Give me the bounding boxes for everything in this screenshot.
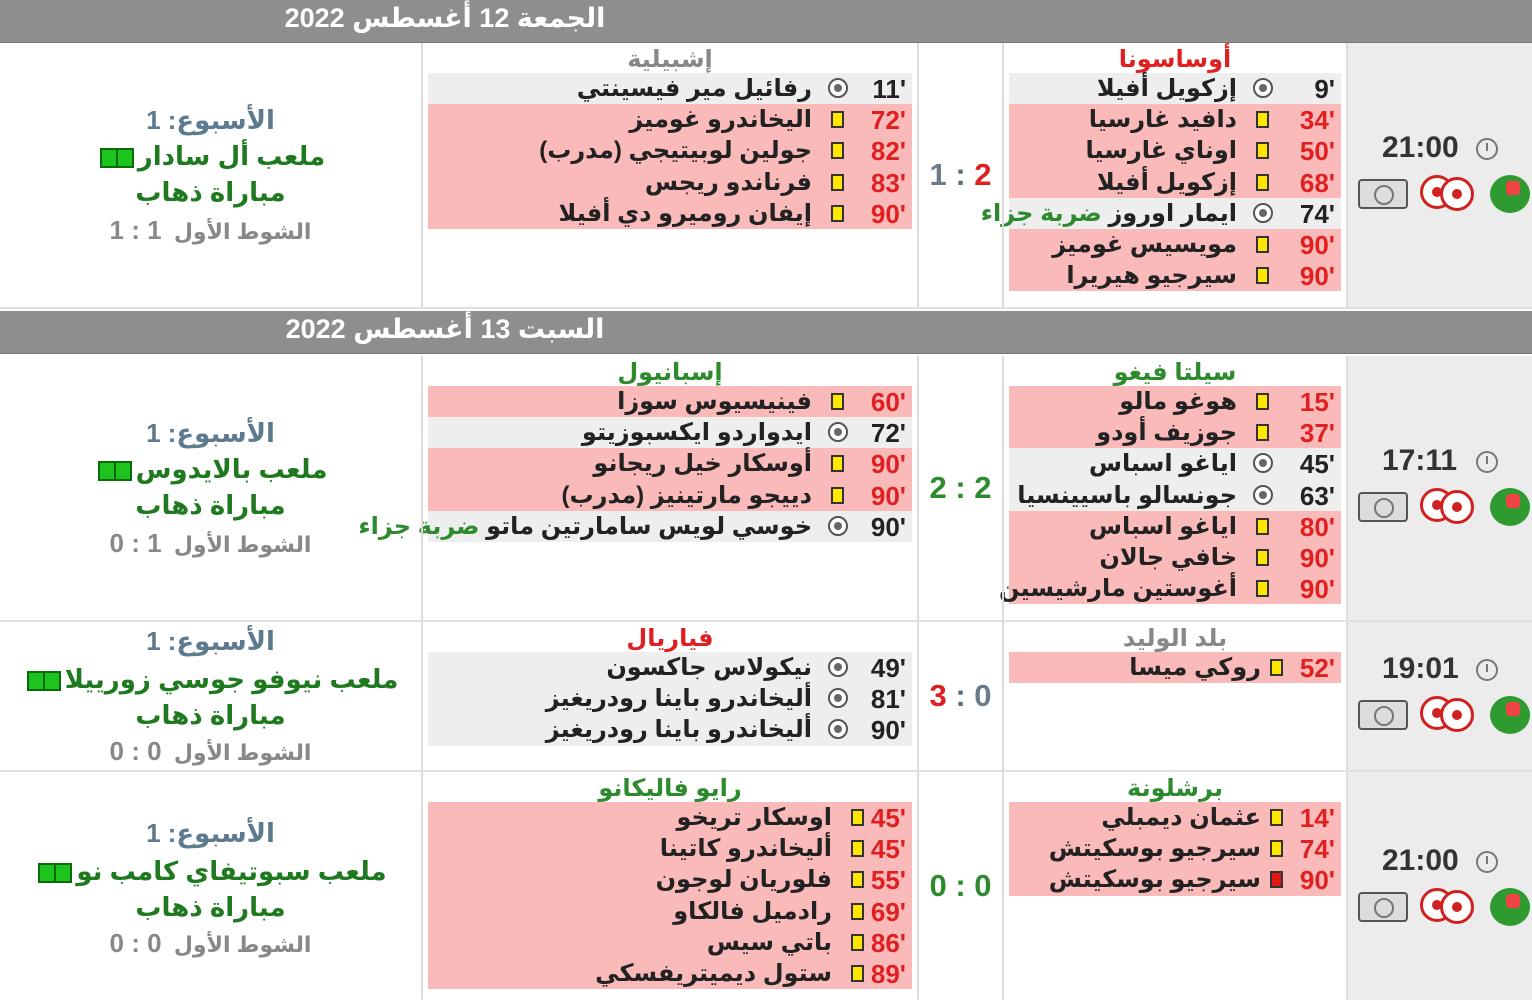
leg-label: مباراة ذهاب xyxy=(135,177,286,207)
event-row: 81' أليخاندرو باينا رودريغيز xyxy=(428,683,912,714)
home-team-column xyxy=(1004,772,1348,1000)
home-team-name[interactable]: أوساسونا xyxy=(1118,46,1232,73)
event-row: 45' أليخاندرو كاتينا xyxy=(428,833,912,864)
away-team-column xyxy=(423,622,919,770)
yellow-card-icon xyxy=(851,903,864,920)
match-info-column xyxy=(0,43,423,307)
event-row: 74' ايمار اوروز ضربة جزاء xyxy=(1009,198,1341,229)
goal-icon xyxy=(828,516,848,536)
match-score: 0 : 0 xyxy=(929,868,992,903)
goal-icon xyxy=(1253,203,1273,223)
match-time: 21:00 xyxy=(1382,131,1459,164)
goal-icon xyxy=(828,657,848,677)
away-team-column xyxy=(423,772,919,1000)
yellow-card-icon xyxy=(851,965,864,982)
event-row: 15' هوغو مالو xyxy=(1009,386,1341,417)
yellow-card-icon xyxy=(1256,174,1269,191)
match-balls-icon[interactable] xyxy=(1420,173,1478,213)
event-row: 90' أليخاندرو باينا رودريغيز xyxy=(428,714,912,745)
leg-label: مباراة ذهاب xyxy=(135,490,286,520)
home-team-column xyxy=(998,356,1348,620)
away-team-name[interactable]: إسبانيول xyxy=(617,359,723,386)
yellow-card-icon xyxy=(831,205,844,222)
yellow-card-icon xyxy=(851,840,864,857)
yellow-card-icon xyxy=(831,142,844,159)
goal-icon xyxy=(1253,485,1273,505)
week-label: الأسبوع: 1 xyxy=(146,105,275,135)
event-row: 90' إيفان روميرو دي أفيلا xyxy=(428,198,912,229)
match-row[interactable] xyxy=(0,622,1532,772)
leg-label: مباراة ذهاب xyxy=(135,892,286,922)
score-cell[interactable] xyxy=(919,772,1004,1000)
event-row: 72' اليخاندرو غوميز xyxy=(428,104,912,135)
penalty-note: ضربة جزاء xyxy=(980,199,1102,227)
event-row: 82' جولين لوبيتيجي (مدرب) xyxy=(428,135,912,166)
yellow-card-icon xyxy=(831,111,844,128)
yellow-card-icon xyxy=(851,809,864,826)
match-time-cell xyxy=(1348,772,1532,1000)
event-row: 89' ستول ديميتريفسكي xyxy=(428,958,912,989)
event-row: 90' مويسيس غوميز xyxy=(1009,229,1341,260)
match-row[interactable] xyxy=(0,43,1532,309)
tv-icon[interactable] xyxy=(1358,492,1408,522)
match-time-cell xyxy=(1348,622,1532,770)
home-team-name[interactable]: بلد الوليد xyxy=(1122,625,1228,652)
half-time-info: الشوط الأول 1 : 0 xyxy=(109,528,312,558)
away-team-column xyxy=(423,43,919,307)
clock-icon xyxy=(1476,659,1498,681)
yellow-card-icon xyxy=(1270,840,1283,857)
yellow-card-icon xyxy=(1256,267,1269,284)
event-row: 45' اوسكار تريخو xyxy=(428,802,912,833)
home-team-name[interactable]: سيلتا فيغو xyxy=(1113,359,1237,386)
clock-icon xyxy=(1476,851,1498,873)
yellow-card-icon xyxy=(831,455,844,472)
match-info-column xyxy=(0,772,423,1000)
match-time-cell xyxy=(1348,43,1532,307)
yellow-card-icon xyxy=(1256,424,1269,441)
event-row: 68' إزكويل أفيلا xyxy=(1009,167,1341,198)
event-row: 90' خافي جالان xyxy=(1009,542,1341,573)
week-label: الأسبوع: 1 xyxy=(146,626,275,656)
venue-link[interactable]: ملعب بالايدوس xyxy=(0,454,421,485)
home-team-name[interactable]: برشلونة xyxy=(1127,775,1223,802)
event-row: 14' عثمان ديمبلي xyxy=(1009,802,1341,833)
goal-icon xyxy=(828,78,848,98)
yellow-card-icon xyxy=(1256,518,1269,535)
event-row: 50' اوناي غارسيا xyxy=(1009,135,1341,166)
yellow-card-icon xyxy=(1256,142,1269,159)
stadium-icon xyxy=(38,863,72,883)
match-row[interactable] xyxy=(0,356,1532,622)
match-time-cell xyxy=(1348,356,1532,620)
event-row: 63' جونسالو باسيينسيا xyxy=(1009,480,1341,511)
goal-icon xyxy=(1253,78,1273,98)
match-balls-icon[interactable] xyxy=(1420,694,1478,734)
yellow-card-icon xyxy=(831,174,844,191)
match-balls-icon[interactable] xyxy=(1420,486,1478,526)
red-card-icon xyxy=(1270,871,1283,888)
goal-icon xyxy=(828,688,848,708)
venue-link[interactable]: ملعب سبوتيفاي كامب نو xyxy=(0,856,421,887)
yellow-card-icon xyxy=(1256,549,1269,566)
event-row: 90' أغوستين مارشيسين xyxy=(1009,573,1341,604)
away-team-name[interactable]: إشبيلية xyxy=(627,46,713,73)
yellow-card-icon xyxy=(1256,580,1269,597)
event-row: 90' سيرجيو هيريرا xyxy=(1009,260,1341,291)
event-row: 49' نيكولاس جاكسون xyxy=(428,652,912,683)
day-header xyxy=(0,311,1532,354)
event-row: 90' خوسي لويس سامارتين ماتو ضربة جزاء xyxy=(428,511,912,542)
event-row: 55' فلوريان لوجون xyxy=(428,864,912,895)
event-row: 86' باتي سيس xyxy=(428,927,912,958)
match-row[interactable] xyxy=(0,772,1532,1000)
home-team-column xyxy=(1004,622,1348,770)
event-row: 11' رفائيل مير فيسينتي xyxy=(428,73,912,104)
tv-icon[interactable] xyxy=(1358,179,1408,209)
half-time-info: الشوط الأول 0 : 0 xyxy=(109,736,312,766)
match-time: 17:11 xyxy=(1382,444,1458,477)
match-score: 1 : 2 xyxy=(929,157,992,192)
event-row: 9' إزكويل أفيلا xyxy=(1009,73,1341,104)
penalty-note: ضربة جزاء xyxy=(358,512,480,540)
away-team-column xyxy=(358,356,919,620)
yellow-card-icon xyxy=(1256,111,1269,128)
day-header xyxy=(0,0,1532,43)
match-time: 19:01 xyxy=(1382,652,1459,685)
yellow-card-icon xyxy=(1270,659,1283,676)
stadium-icon xyxy=(98,461,132,481)
event-row: 80' اياغو اسباس xyxy=(1009,511,1341,542)
goal-icon xyxy=(828,719,848,739)
yellow-card-icon xyxy=(1256,236,1269,253)
clock-icon xyxy=(1476,451,1498,473)
match-time: 21:00 xyxy=(1382,844,1459,877)
away-team-name[interactable]: رايو فاليكانو xyxy=(598,775,742,802)
venue-link[interactable]: ملعب نيوفو جوسي زورييلا xyxy=(0,664,421,695)
yellow-card-icon xyxy=(851,871,864,888)
stadium-icon xyxy=(27,671,61,691)
goal-icon xyxy=(1253,453,1273,473)
match-score: 2 : 2 xyxy=(929,470,992,505)
score-cell[interactable] xyxy=(919,622,1004,770)
match-info-column xyxy=(0,356,423,620)
yellow-card-icon xyxy=(851,934,864,951)
away-team-name[interactable]: فياريال xyxy=(626,625,714,652)
match-score: 3 : 0 xyxy=(929,678,992,713)
yellow-card-icon xyxy=(831,393,844,410)
score-cell[interactable] xyxy=(919,356,1004,620)
event-row: 52' روكي ميسا xyxy=(1009,652,1341,683)
day-title: السبت 13 أغسطس 2022 xyxy=(285,314,605,344)
event-row: 90' سيرجيو بوسكيتش xyxy=(1009,864,1341,895)
event-row: 37' جوزيف أودو xyxy=(1009,417,1341,448)
tv-icon[interactable] xyxy=(1358,892,1408,922)
yellow-card-icon xyxy=(831,487,844,504)
stadium-icon xyxy=(100,148,134,168)
yellow-card-icon xyxy=(1270,809,1283,826)
event-row: 74' سيرجيو بوسكيتش xyxy=(1009,833,1341,864)
team-shirt-icon[interactable] xyxy=(1490,488,1530,526)
match-info-column xyxy=(0,622,423,770)
match-balls-icon[interactable] xyxy=(1420,886,1478,926)
half-time-info: الشوط الأول 1 : 1 xyxy=(109,215,312,245)
event-row: 90' أوسكار خيل ريجانو xyxy=(428,448,912,479)
venue-link[interactable]: ملعب أل سادار xyxy=(0,141,421,172)
leg-label: مباراة ذهاب xyxy=(135,700,286,730)
home-team-column xyxy=(980,43,1348,307)
event-row: 45' اياغو اسباس xyxy=(1009,448,1341,479)
event-row: 69' رادميل فالكاو xyxy=(428,896,912,927)
event-row: 90' دييجو مارتينيز (مدرب) xyxy=(428,480,912,511)
clock-icon xyxy=(1476,138,1498,160)
week-label: الأسبوع: 1 xyxy=(146,418,275,448)
event-row: 60' فينيسيوس سوزا xyxy=(428,386,912,417)
event-row: 83' فرناندو ريجس xyxy=(428,167,912,198)
tv-icon[interactable] xyxy=(1358,700,1408,730)
week-label: الأسبوع: 1 xyxy=(146,818,275,848)
event-row: 34' دافيد غارسيا xyxy=(1009,104,1341,135)
event-row: 72' ايدواردو ايكسبوزيتو xyxy=(428,417,912,448)
score-cell[interactable] xyxy=(919,43,1004,307)
team-shirt-icon[interactable] xyxy=(1490,175,1530,213)
day-title: الجمعة 12 أغسطس 2022 xyxy=(284,3,606,33)
team-shirt-icon[interactable] xyxy=(1490,696,1530,734)
yellow-card-icon xyxy=(1256,393,1269,410)
team-shirt-icon[interactable] xyxy=(1490,888,1530,926)
half-time-info: الشوط الأول 0 : 0 xyxy=(109,928,312,958)
goal-icon xyxy=(828,422,848,442)
